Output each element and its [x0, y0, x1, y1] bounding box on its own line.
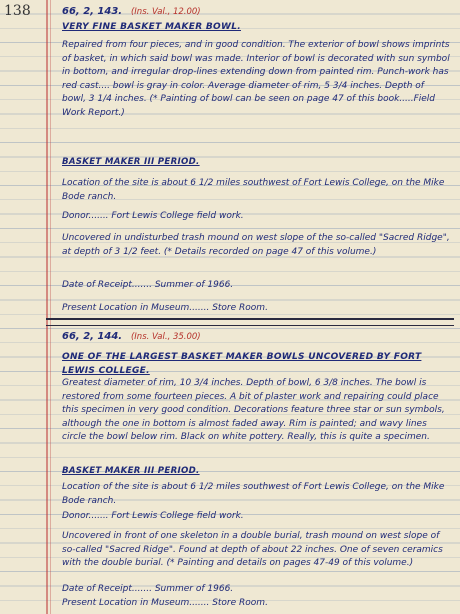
- entry1-museum-location: Present Location in Museum....... Store Room.: [62, 303, 268, 313]
- entry1-description: Repaired from four pieces, and in good condition. The exterior of bowl shows imprints of basket, in which said bowl was made. Interior of bowl is decorated with sun symbol in bottom, and irregular drop-lines extending down from painted rim. Punch-work has red cast.... bowl is gray in color. Average diameter of rim, 5 3/4 inches. Depth of bowl, 3 1/4 inches. (* Painting of bowl can be seen on page 47 of this book.....Field Work Report.): [62, 40, 450, 118]
- entry2-location: Location of the site is about 6 1/2 miles southwest of Fort Lewis College, on the Mike Bode ranch.: [62, 482, 445, 506]
- entry2-title: ONE OF THE LARGEST BASKET MAKER BOWLS UNCOVERED BY FORT LEWIS COLLEGE.: [62, 352, 422, 376]
- entry2-insured-value: (Ins. Val., 35.00): [130, 332, 201, 342]
- entry-separator: [46, 318, 454, 326]
- entry2-museum-location: Present Location in Museum....... Store Room.: [62, 598, 268, 608]
- entry1-period: BASKET MAKER III PERIOD.: [62, 157, 200, 167]
- entry1-donor: Donor....... Fort Lewis College field work.: [62, 211, 244, 221]
- entry1-date-of-receipt: Date of Receipt....... Summer of 1966.: [62, 280, 234, 290]
- entry1-insured-value: (Ins. Val., 12.00): [130, 7, 201, 17]
- entry1-location: Location of the site is about 6 1/2 miles southwest of Fort Lewis College, on the Mike Bode ranch.: [62, 178, 445, 202]
- entry2-donor: Donor....... Fort Lewis College field work.: [62, 511, 244, 521]
- entry1-catalog-number: 66, 2, 143.: [62, 6, 123, 17]
- entry1-header: [62, 5, 450, 20]
- entry2-description: Greatest diameter of rim, 10 3/4 inches. Depth of bowl, 6 3/8 inches. The bowl is restored from some fourteen pieces. A bit of plaster work and repairing could place this specimen in very good condition. Decorations feature three star or sun symbols, although the one in bottom is almost faded away. Rim is painted; and wavy lines circle the bowl below rim. Black on white pottery. Really, this is quite a specimen.: [62, 378, 445, 443]
- margin-rule: [46, 0, 48, 614]
- entry2-period: BASKET MAKER III PERIOD.: [62, 466, 200, 476]
- entry2-date-of-receipt: Date of Receipt....... Summer of 1966.: [62, 584, 234, 594]
- entry1-title: VERY FINE BASKET MAKER BOWL.: [62, 22, 241, 32]
- page-number: 138: [4, 3, 31, 19]
- entry2-find-context: Uncovered in front of one skeleton in a double burial, trash mound on west slope of so-called "Sacred Ridge". Found at depth of about 22 inches. One of seven ceramics with the double burial. (* Painting and details on pages 47-49 of this volume.): [62, 531, 443, 569]
- entry2-header: [62, 330, 450, 345]
- entry2-catalog-number: 66, 2, 144.: [62, 331, 123, 342]
- margin-rule-inner: [50, 0, 51, 614]
- entry1-find-context: Uncovered in undisturbed trash mound on west slope of the so-called "Sacred Ridge", at depth of 3 1/2 feet. (* Details recorded on page 47 of this volume.): [62, 233, 450, 257]
